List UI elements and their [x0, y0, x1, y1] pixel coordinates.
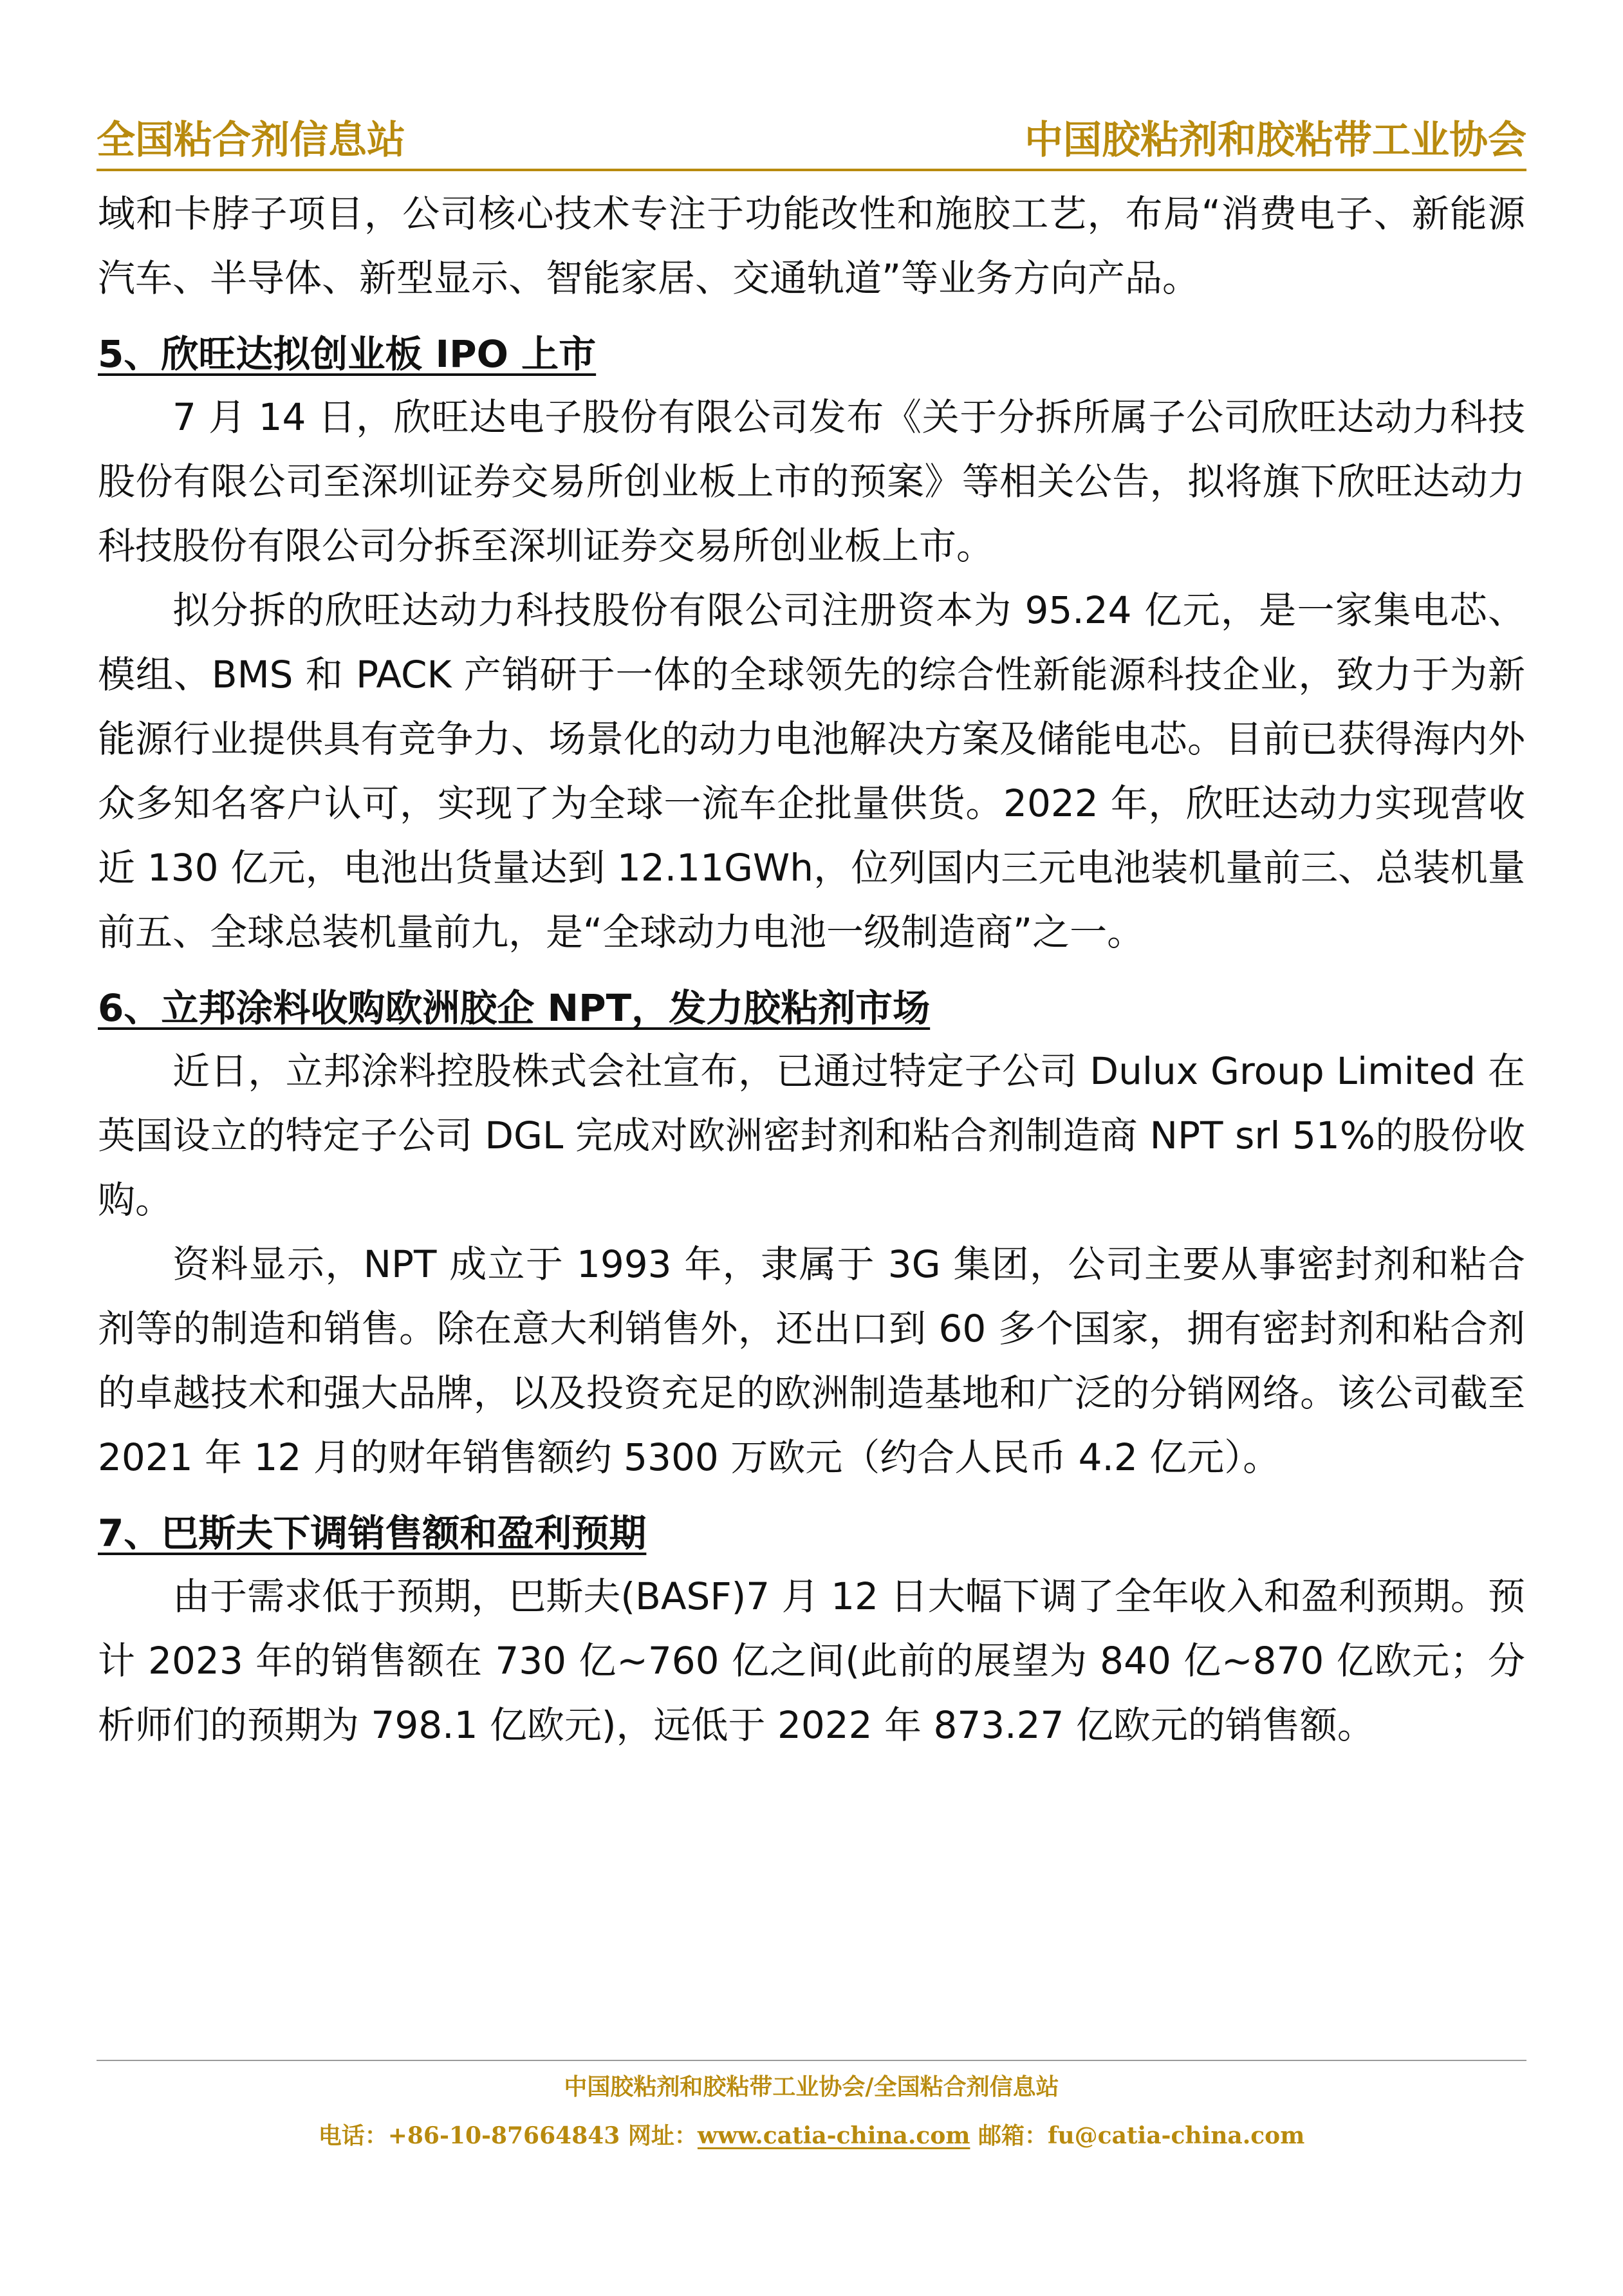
footer-organization: 中国胶粘剂和胶粘带工业协会/全国粘合剂信息站	[564, 2073, 1059, 2100]
footer-web-label: 网址：	[620, 2122, 698, 2149]
footer-phone: +86-10-87664843	[387, 2122, 620, 2149]
header-site-name: 全国粘合剂信息站	[97, 118, 405, 163]
section-title-6: 6、立邦涂料收购欧洲胶企 NPT，发力胶粘剂市场	[98, 986, 931, 1030]
footer-divider	[97, 2060, 1526, 2061]
footer-contact	[0, 2116, 1623, 2155]
section-6-paragraph-2: 资料显示，NPT 成立于 1993 年，隶属于 3G 集团，公司主要从事密封剂和粘合剂等的制造和销售。除在意大利销售外，还出口到 60 多个国家，拥有密封剂和粘合剂的卓越技术和强大品牌，以及投资充足的欧洲制造基地和广泛的分销网络。该公司截至 2021 年 12 月的财年销售额约 5300 万欧元（约合人民币 4.2 亿元）。	[98, 1242, 1525, 1479]
section-5-paragraph-2: 拟分拆的欣旺达动力科技股份有限公司注册资本为 95.24 亿元，是一家集电芯、模组、BMS 和 PACK 产销研于一体的全球领先的综合性新能源科技企业，致力于为新能源行业提供具有竞争力、场景化的动力电池解决方案及储能电芯。目前已获得海内外众多知名客户认可，实现了为全球一流车企批量供货。2022 年，欣旺达动力实现营收近 130 亿元，电池出货量达到 12.11GWh，位列国内三元电池装机量前三、总装机量前五、全球总装机量前九，是“全球动力电池一级制造商”之一。	[98, 588, 1525, 954]
header-divider	[97, 169, 1526, 171]
section-7-paragraph-1: 由于需求低于预期，巴斯夫(BASF)7 月 12 日大幅下调了全年收入和盈利预期。预计 2023 年的销售额在 730 亿~760 亿之间(此前的展望为 840 亿~870 亿欧元；分析师们的预期为 798.1 亿欧元)，远低于 2022 年 873.27 亿欧元的销售额。	[98, 1574, 1525, 1747]
section-5-paragraph-1: 7 月 14 日，欣旺达电子股份有限公司发布《关于分拆所属子公司欣旺达动力科技股份有限公司至深圳证券交易所创业板上市的预案》等相关公告，拟将旗下欣旺达动力科技股份有限公司分拆至深圳证券交易所创业板上市。	[98, 395, 1525, 568]
section-title-7: 7、巴斯夫下调销售额和盈利预期	[98, 1511, 647, 1555]
footer-email-label: 邮箱：	[970, 2122, 1048, 2149]
header-association-name: 中国胶粘剂和胶粘带工业协会	[1025, 118, 1526, 163]
article-body	[98, 182, 1525, 1757]
intro-paragraph: 域和卡脖子项目，公司核心技术专注于功能改性和施胶工艺，布局“消费电子、新能源汽车、半导体、新型显示、智能家居、交通轨道”等业务方向产品。	[98, 192, 1525, 300]
footer-website-link[interactable]: www.catia-china.com	[697, 2122, 970, 2149]
footer-phone-label: 电话：	[318, 2122, 388, 2149]
section-6-paragraph-1: 近日，立邦涂料控股株式会社宣布，已通过特定子公司 Dulux Group Limited 在英国设立的特定子公司 DGL 完成对欧洲密封剂和粘合剂制造商 NPT srl 51%的股份收购。	[98, 1049, 1525, 1222]
footer-email: fu@catia-china.com	[1047, 2122, 1305, 2149]
section-title-5: 5、欣旺达拟创业板 IPO 上市	[98, 332, 597, 376]
